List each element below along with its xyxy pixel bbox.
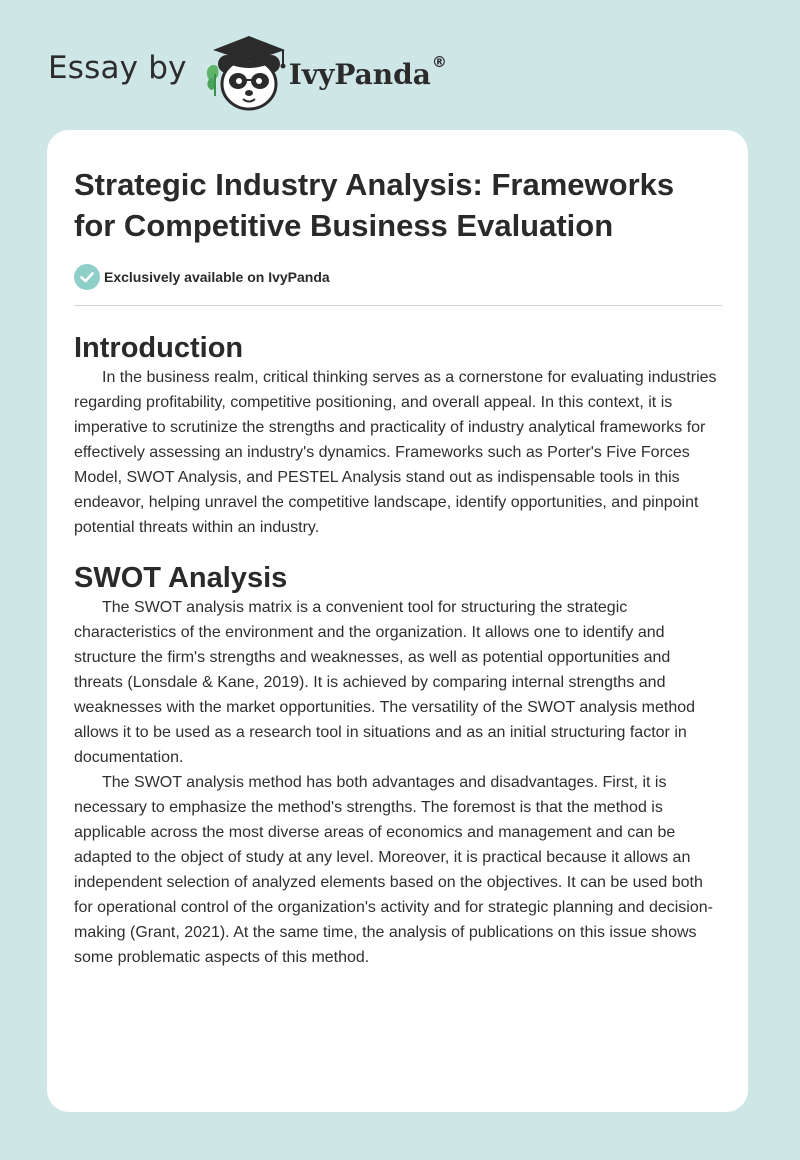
swot-paragraph-1: The SWOT analysis matrix is a convenient tool for structuring the strategic characteristics of the environment and the organization. It allows one to identify and structure the firm's strengths and weaknesses, as well as potential opportunities and threats (Lonsdale & Kane, 2019). It is achieved by comparing internal strengths and weaknesses with the market opportunities. The versatility of the SWOT analysis method allows it to be used as a research tool in situations and as an initial structuring factor in documentation. [74, 599, 696, 766]
introduction-paragraph: In the business realm, critical thinking serves as a cornerstone for evaluating industries regarding profitability, competitive positioning, and overall appeal. In this context, it is imperative to scrutinize the strengths and practicality of industry analytical frameworks for effectively assessing an industry's dynamics. Frameworks such as Porter's Five Forces Model, SWOT Analysis, and PESTEL Analysis stand out as indispensable tools in this endeavor, helping unravel the competitive landscape, identify opportunities, and pinpoint potential threats within an industry. [74, 369, 717, 536]
essay-content [74, 130, 722, 970]
section-heading-swot-analysis: SWOT Analysis [74, 562, 288, 594]
site-header [48, 30, 447, 114]
registered-mark: ® [431, 53, 447, 71]
swot-paragraph-2: The SWOT analysis method has both advantages and disadvantages. First, it is necessary to emphasize the method's strengths. The foremost is that the method is applicable across the most diverse areas of economics and management and can be adapted to the object of study at any level. Moreover, it is practical because it allows an independent selection of analyzed elements based on the objectives. It can be used both for operational control of the organization's activity and for strategic planning and decision-making (Grant, 2021). At the same time, the analysis of publications on this issue shows some problematic aspects of this method. [74, 774, 713, 966]
panda-graduate-logo-icon[interactable] [201, 30, 295, 114]
section-heading-introduction: Introduction [74, 332, 244, 364]
exclusive-badge [74, 264, 722, 290]
essay-card [47, 130, 748, 1112]
essay-by-label: Essay by [48, 50, 187, 86]
title-divider [74, 305, 722, 306]
check-circle-icon [74, 264, 100, 290]
brand-name[interactable]: IvyPanda [288, 57, 431, 91]
exclusive-text: Exclusively available on IvyPanda [104, 269, 330, 285]
essay-title: Strategic Industry Analysis: Frameworks for Competitive Business Evaluation [74, 167, 675, 243]
